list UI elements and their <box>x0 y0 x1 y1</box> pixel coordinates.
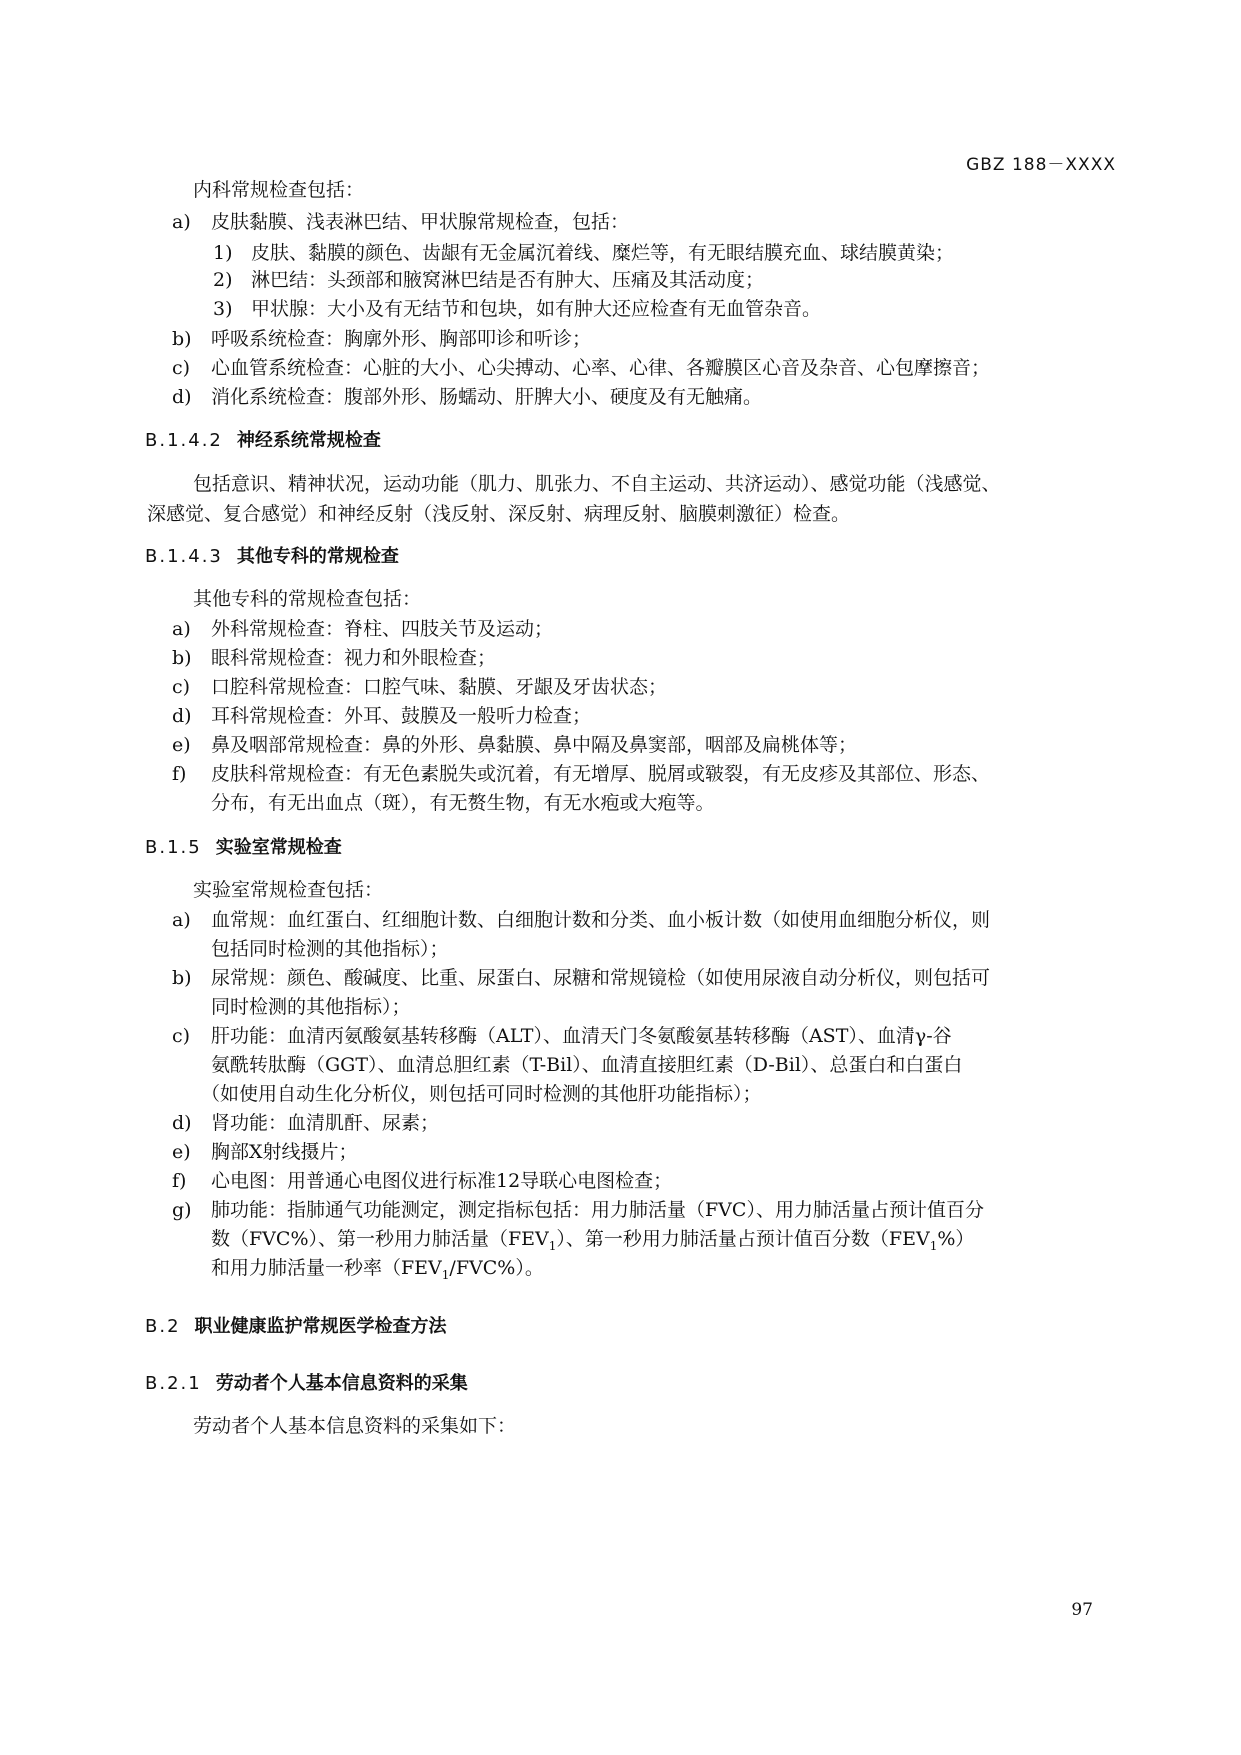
list-item: 呼吸系统检查：胸廓外形、胸部叩诊和听诊； <box>211 328 592 350</box>
list-label: d) <box>172 1112 192 1134</box>
list-item: 眼科常规检查：视力和外眼检查； <box>211 647 497 669</box>
list-label: b) <box>172 647 192 669</box>
text-fragment: %） <box>937 1228 975 1250</box>
list-label: d) <box>172 705 192 727</box>
list-label: c) <box>172 676 191 698</box>
list-item-continuation: （如使用自动生化分析仪，则包括可同时检测的其他肝功能指标）； <box>201 1083 762 1105</box>
text-fragment: 和用力肺活量一秒率（FEV <box>211 1257 442 1279</box>
list-label: a) <box>172 909 191 931</box>
section-number: B.2 <box>145 1316 181 1337</box>
sublist-label: 1) <box>213 242 233 264</box>
sublist-label: 3) <box>213 298 233 320</box>
section-number: B.2.1 <box>145 1373 202 1394</box>
list-item: 口腔科常规检查：口腔气味、黏膜、牙龈及牙齿状态； <box>211 676 668 698</box>
list-item: 皮肤科常规检查：有无色素脱失或沉着，有无增厚、脱屑或皲裂，有无皮疹及其部位、形态、 <box>211 763 991 785</box>
list-label: e) <box>172 1141 191 1163</box>
internal-exam-intro: 内科常规检查包括： <box>193 179 365 201</box>
text-fragment: 数（FVC%）、第一秒用力肺活量（FEV <box>211 1228 549 1250</box>
section-number: B.1.5 <box>145 837 202 858</box>
list-label: b) <box>172 328 192 350</box>
text-fragment: /FVC%）。 <box>449 1257 544 1279</box>
sublist-item: 皮肤、黏膜的颜色、齿龈有无金属沉着线、糜烂等，有无眼结膜充血、球结膜黄染； <box>251 242 955 264</box>
sublist-label: 2) <box>213 269 233 291</box>
section-number: B.1.4.2 <box>145 430 223 451</box>
section-title: 神经系统常规检查 <box>236 430 381 451</box>
subscript: 1 <box>441 1267 450 1282</box>
list-item: 皮肤黏膜、浅表淋巴结、甲状腺常规检查，包括： <box>211 211 630 233</box>
other-exam-intro: 其他专科的常规检查包括： <box>193 588 422 610</box>
list-item-continuation: 同时检测的其他指标）； <box>211 996 411 1018</box>
list-item-continuation: 氨酰转肽酶（GGT）、血清总胆红素（T-Bil）、血清直接胆红素（D-Bil）、总蛋白和白蛋白 <box>211 1054 963 1076</box>
list-item-continuation: 包括同时检测的其他指标）； <box>211 938 449 960</box>
section-title: 职业健康监护常规医学检查方法 <box>194 1316 447 1337</box>
list-item-continuation <box>211 1227 974 1258</box>
section-title: 劳动者个人基本信息资料的采集 <box>215 1373 468 1394</box>
list-item: 血常规：血红蛋白、红细胞计数、白细胞计数和分类、血小板计数（如使用血细胞分析仪，则 <box>211 909 991 931</box>
list-label: a) <box>172 618 191 640</box>
list-label: a) <box>172 211 191 233</box>
section-heading-b21 <box>145 1372 468 1396</box>
lab-exam-intro: 实验室常规检查包括： <box>193 879 384 901</box>
list-item-continuation: 分布，有无出血点（斑），有无赘生物，有无水疱或大疱等。 <box>211 792 715 814</box>
section-heading-b142 <box>145 429 381 453</box>
section-heading-b143 <box>145 545 399 569</box>
list-item-continuation <box>211 1256 544 1287</box>
list-item: 心电图：用普通心电图仪进行标准12导联心电图检查； <box>211 1170 673 1192</box>
section-heading-b15 <box>145 836 342 860</box>
list-item: 耳科常规检查：外耳、鼓膜及一般听力检查； <box>211 705 592 727</box>
subscript: 1 <box>929 1238 938 1253</box>
list-item: 鼻及咽部常规检查：鼻的外形、鼻黏膜、鼻中隔及鼻窦部，咽部及扁桃体等； <box>211 734 858 756</box>
list-label: e) <box>172 734 191 756</box>
list-label: d) <box>172 386 192 408</box>
list-item: 肝功能：血清丙氨酸氨基转移酶（ALT）、血清天门冬氨酸氨基转移酶（AST）、血清γ-谷 <box>211 1025 952 1047</box>
b21-intro: 劳动者个人基本信息资料的采集如下： <box>193 1415 517 1437</box>
sublist-item: 淋巴结：头颈部和腋窝淋巴结是否有肿大、压痛及其活动度； <box>251 269 765 291</box>
list-label: f) <box>172 1170 187 1192</box>
list-item: 外科常规检查：脊柱、四肢关节及运动； <box>211 618 554 640</box>
list-item: 尿常规：颜色、酸碱度、比重、尿蛋白、尿糖和常规镜检（如使用尿液自动分析仪，则包括可 <box>211 967 991 989</box>
paragraph-line: 包括意识、精神状况，运动功能（肌力、肌张力、不自主运动、共济运动）、感觉功能（浅感觉、 <box>193 473 1001 495</box>
section-number: B.1.4.3 <box>145 546 223 567</box>
list-item: 心血管系统检查：心脏的大小、心尖搏动、心率、心律、各瓣膜区心音及杂音、心包摩擦音； <box>211 357 991 379</box>
list-label: c) <box>172 357 191 379</box>
document-code-header: GBZ 188－XXXX <box>966 155 1116 175</box>
sublist-item: 甲状腺：大小及有无结节和包块，如有肿大还应检查有无血管杂音。 <box>251 298 822 320</box>
text-fragment: ）、第一秒用力肺活量占预计值百分数（FEV <box>556 1228 930 1250</box>
section-heading-b2 <box>145 1315 447 1339</box>
list-item: 消化系统检查：腹部外形、肠蠕动、肝脾大小、硬度及有无触痛。 <box>211 386 763 408</box>
list-label: g) <box>172 1199 192 1221</box>
list-label: f) <box>172 763 187 785</box>
list-item: 胸部X射线摄片； <box>211 1141 358 1163</box>
section-title: 其他专科的常规检查 <box>236 546 399 567</box>
section-title: 实验室常规检查 <box>215 837 342 858</box>
list-item: 肾功能：血清肌酐、尿素； <box>211 1112 440 1134</box>
subscript: 1 <box>548 1238 557 1253</box>
paragraph-line: 深感觉、复合感觉）和神经反射（浅反射、深反射、病理反射、脑膜刺激征）检查。 <box>147 503 851 525</box>
list-label: c) <box>172 1025 191 1047</box>
page-number: 97 <box>1071 1600 1093 1620</box>
list-label: b) <box>172 967 192 989</box>
list-item: 肺功能：指肺通气功能测定，测定指标包括：用力肺活量（FVC）、用力肺活量占预计值百分 <box>211 1199 984 1221</box>
